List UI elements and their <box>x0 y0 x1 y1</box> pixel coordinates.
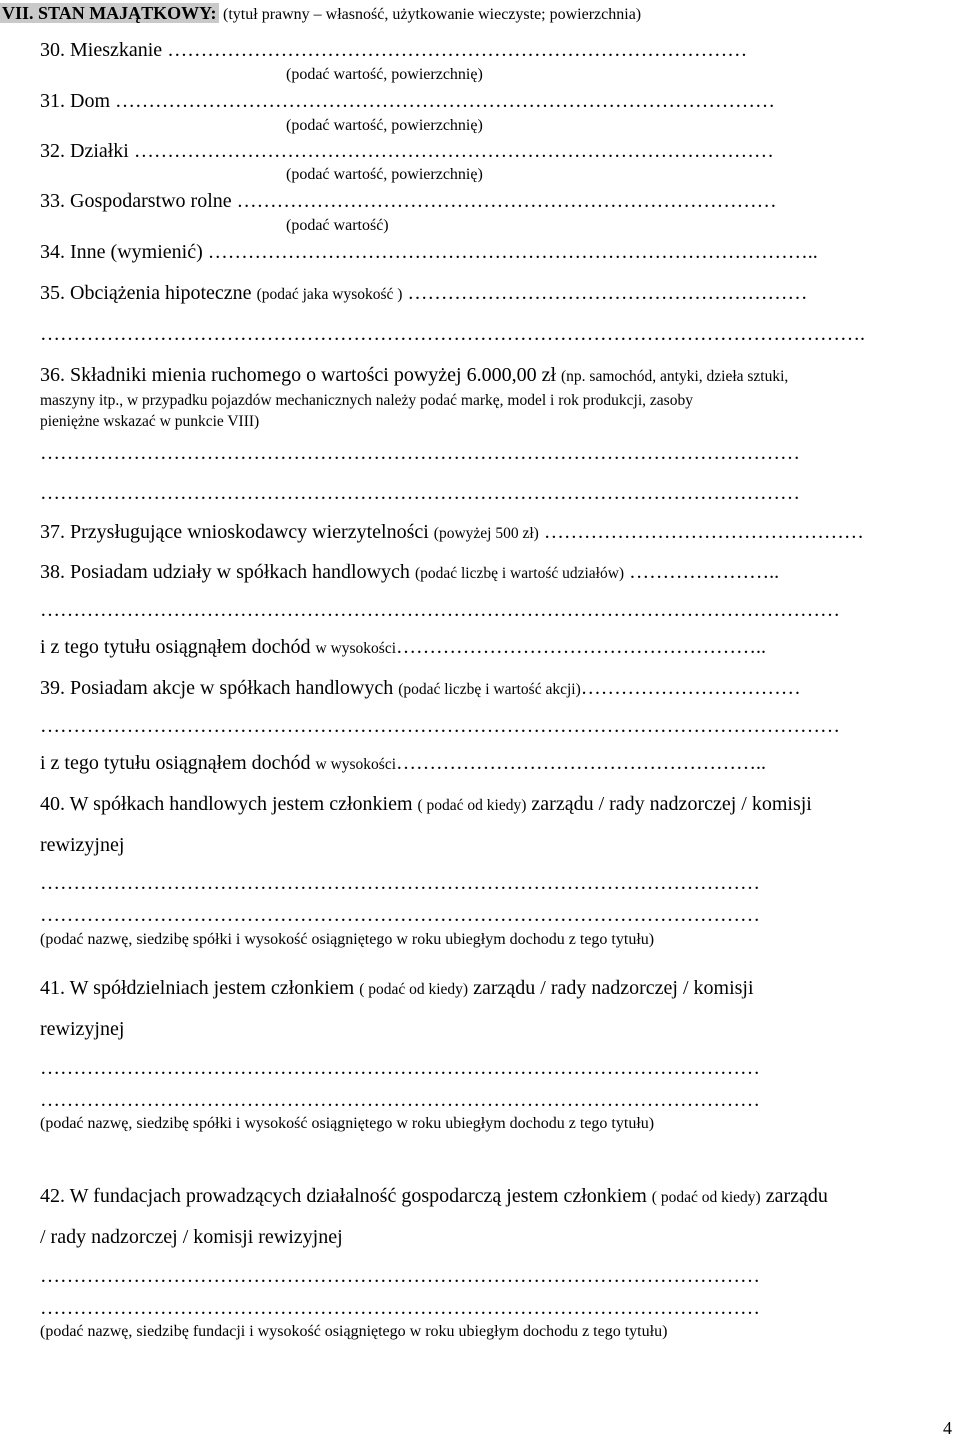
item-32-hint: (podać wartość, powierzchnię) <box>286 166 483 183</box>
section-title: VII. STAN MAJĄTKOWY: <box>2 3 217 23</box>
item-32 <box>40 141 774 161</box>
item-39-income <box>40 753 766 773</box>
item-34-label: 34. Inne (wymienić) <box>40 241 203 263</box>
item-38-hint: (podać liczbę i wartość udziałów) <box>414 565 625 582</box>
item-38-income-field[interactable]: ……………………………………………….. <box>396 636 767 658</box>
item-40-field-1[interactable]: ……………………………………………………………………………………………… <box>40 872 760 894</box>
item-31-hint: (podać wartość, powierzchnię) <box>286 117 483 134</box>
item-38-income-hint: w wysokości <box>315 640 397 657</box>
item-32-field[interactable]: …………………………………………………………………………………… <box>133 140 774 162</box>
item-37-hint: (powyżej 500 zł) <box>433 525 539 542</box>
item-30-label: 30. Mieszkanie <box>40 39 163 61</box>
item-33-label: 33. Gospodarstwo rolne <box>40 190 232 212</box>
item-40-roles: zarządu / rady nadzorczej / komisji <box>531 793 812 815</box>
item-39-label: 39. Posiadam akcje w spółkach handlowych <box>40 677 394 699</box>
item-39 <box>40 678 801 698</box>
item-42-line2: / rady nadzorczej / komisji rewizyjnej <box>40 1226 343 1248</box>
item-39-field[interactable]: …………………………… <box>580 677 801 699</box>
item-38-field[interactable]: ………………….. <box>629 561 780 583</box>
item-40-line2: rewizyjnej <box>40 834 125 856</box>
item-35-label: 35. Obciążenia hipoteczne <box>40 282 252 304</box>
item-41-label: 41. W spółdzielniach jestem członkiem <box>40 977 355 999</box>
section-header <box>0 4 641 23</box>
item-30 <box>40 40 747 60</box>
item-41-line2: rewizyjnej <box>40 1018 125 1040</box>
item-35-field[interactable]: …………………………………………………… <box>407 282 808 304</box>
item-35 <box>40 283 807 303</box>
item-39-hint: (podać liczbę i wartość akcji) <box>398 681 581 698</box>
item-38-label: 38. Posiadam udziały w spółkach handlowych <box>40 561 410 583</box>
section-subtitle: (tytuł prawny – własność, użytkowanie wieczyste; powierzchnia) <box>223 6 642 23</box>
item-36-hint-3: pieniężne wskazać w punkcie VIII) <box>40 413 260 430</box>
item-35-hint: (podać jaka wysokość ) <box>256 286 403 303</box>
item-33 <box>40 191 777 211</box>
item-38-income-label: i z tego tytułu osiągnąłem dochód <box>40 636 311 658</box>
item-33-field[interactable]: ……………………………………………………………………… <box>236 190 777 212</box>
item-40-label: 40. W spółkach handlowych jestem członkiem <box>40 793 413 815</box>
item-38-field-continued[interactable]: ………………………………………………………………………………………………………… <box>40 599 840 621</box>
item-31 <box>40 91 775 111</box>
item-36 <box>40 365 788 385</box>
item-35-field-continued[interactable]: ……………………………………………………………………………………………………………. <box>40 323 865 345</box>
item-37 <box>40 522 864 542</box>
item-36-field-1[interactable]: …………………………………………………………………………………………………… <box>40 442 800 464</box>
item-42-field-2[interactable]: ……………………………………………………………………………………………… <box>40 1297 760 1319</box>
item-39-field-continued[interactable]: ………………………………………………………………………………………………………… <box>40 715 840 737</box>
item-41-hint-since: ( podać od kiedy) <box>359 981 469 998</box>
item-41-field-1[interactable]: ……………………………………………………………………………………………… <box>40 1057 760 1079</box>
item-41-field-2[interactable]: ……………………………………………………………………………………………… <box>40 1089 760 1111</box>
item-36-hint-2: maszyny itp., w przypadku pojazdów mechanicznych należy podać markę, model i rok produkcji, zasoby <box>40 392 693 409</box>
item-42-hint-since: ( podać od kiedy) <box>651 1189 761 1206</box>
item-31-label: 31. Dom <box>40 90 110 112</box>
item-39-income-field[interactable]: ……………………………………………….. <box>396 752 767 774</box>
item-41-hint: (podać nazwę, siedzibę spółki i wysokość osiągniętego w roku ubiegłym dochodu z tego tytułu) <box>40 1115 655 1132</box>
item-36-field-2[interactable]: …………………………………………………………………………………………………… <box>40 482 800 504</box>
item-34 <box>40 242 818 262</box>
item-40-field-2[interactable]: ……………………………………………………………………………………………… <box>40 904 760 926</box>
item-37-field[interactable]: ………………………………………… <box>543 521 864 543</box>
item-42-roles: zarządu <box>765 1185 828 1207</box>
item-33-hint: (podać wartość) <box>286 217 389 234</box>
item-42-hint: (podać nazwę, siedzibę fundacji i wysokość osiągniętego w roku ubiegłym dochodu z tego tytułu) <box>40 1323 668 1340</box>
item-36-label: 36. Składniki mienia ruchomego o wartości powyżej 6.000,00 zł <box>40 364 557 386</box>
item-30-hint: (podać wartość, powierzchnię) <box>286 66 483 83</box>
item-40 <box>40 794 812 814</box>
item-37-label: 37. Przysługujące wnioskodawcy wierzytelności <box>40 521 429 543</box>
item-42-label: 42. W fundacjach prowadzących działalność gospodarczą jestem członkiem <box>40 1185 647 1207</box>
item-34-field[interactable]: ……………………………………………………………………………….. <box>207 241 818 263</box>
item-39-income-label: i z tego tytułu osiągnąłem dochód <box>40 752 311 774</box>
item-40-hint-since: ( podać od kiedy) <box>417 797 527 814</box>
item-40-hint: (podać nazwę, siedzibę spółki i wysokość osiągniętego w roku ubiegłym dochodu z tego tytułu) <box>40 931 655 948</box>
item-36-hint-1: (np. samochód, antyki, dzieła sztuki, <box>561 368 789 385</box>
item-38 <box>40 562 779 582</box>
item-41-roles: zarządu / rady nadzorczej / komisji <box>473 977 754 999</box>
item-31-field[interactable]: ……………………………………………………………………………………… <box>115 90 775 112</box>
page-number: 4 <box>943 1418 952 1438</box>
item-41 <box>40 978 754 998</box>
item-30-field[interactable]: …………………………………………………………………………… <box>167 39 748 61</box>
item-42 <box>40 1186 828 1206</box>
item-39-income-hint: w wysokości <box>315 756 397 773</box>
item-42-field-1[interactable]: ……………………………………………………………………………………………… <box>40 1265 760 1287</box>
item-38-income <box>40 637 766 657</box>
item-32-label: 32. Działki <box>40 140 129 162</box>
